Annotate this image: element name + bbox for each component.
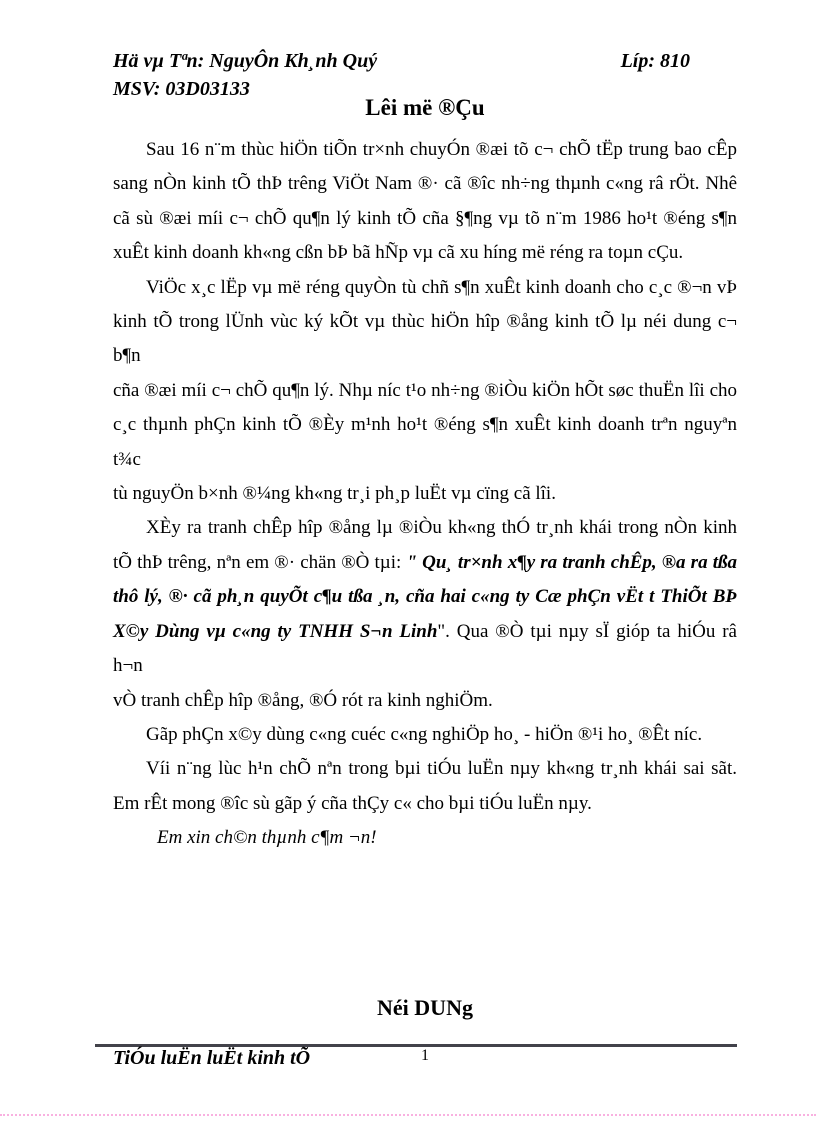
paragraph bbox=[113, 271, 737, 512]
plain-text: ". Qua ®Ò tµi nµy sÏ gióp ta hiÓu râ h¬n bbox=[113, 620, 737, 677]
body-line: sang nÒn kinh tÕ thÞ trêng ViÖt Nam ®· cã ®îc nh÷ng thµnh c«ng râ rÖt. Nhê bbox=[113, 173, 737, 195]
body-line: cña ®æi míi c¬ chÕ qu¶n lý. Nhµ níc t¹o nh÷ng ®iÒu kiÖn hÕt søc thuËn lîi cho bbox=[113, 379, 737, 401]
page-break-dots bbox=[0, 1114, 816, 1116]
student-name: Hä vµ Tªn: NguyÔn Kh¸nh Quý bbox=[113, 50, 378, 72]
body-line: cã sù ®æi míi c¬ chÕ qu¶n lý kinh tÕ cña §¶ng vµ tõ n¨m 1986 ho¹t ®éng s¶n bbox=[113, 207, 737, 229]
body-line: vÒ tranh chÊp hîp ®ång, ®Ó rót ra kinh nghiÖm. bbox=[113, 689, 493, 711]
emphasis-text: " Qu¸ tr×nh x¶y ra tranh chÊp, ®a ra tßa bbox=[406, 551, 737, 573]
body-line: XÈy ra tranh chÊp hîp ®ång lµ ®iÒu kh«ng thÓ tr¸nh khái trong nÒn kinh bbox=[146, 517, 737, 539]
body-line: xuÊt kinh doanh kh«ng cßn bÞ bã hÑp vµ cã xu híng më réng ra toµn cÇu. bbox=[113, 242, 684, 264]
body-line: Sau 16 n¨m thùc hiÖn tiÕn tr×nh chuyÓn ®æi tõ c¬ chÕ tËp trung bao cÊp bbox=[146, 139, 737, 160]
class-label: Líp: 810 bbox=[620, 50, 690, 72]
body-line: ViÖc x¸c lËp vµ më réng quyÒn tù chñ s¶n xuÊt kinh doanh cho c¸c ®¬n vÞ bbox=[146, 276, 737, 298]
plain-text: tÕ thÞ trêng, nªn em ®· chän ®Ò tµi: bbox=[113, 551, 407, 573]
body-line: Em rÊt mong ®îc sù gãp ý cña thÇy c« cho bµi tiÓu luËn nµy. bbox=[113, 792, 592, 814]
paragraph bbox=[113, 821, 737, 855]
body-line: kinh tÕ trong lÜnh vùc ký kÕt vµ thùc hiÖn hîp ®ång kinh tÕ lµ néi dung c¬ b¶n bbox=[113, 311, 737, 367]
body-line: Em xin ch©n thµnh c¶m ¬n! bbox=[157, 827, 377, 849]
emphasis-text: thô lý, ®· cã ph¸n quyÕt c¶u tßa ¸n, cña hai c«ng ty Cæ phÇn vËt t ThiÕt BÞ bbox=[113, 586, 737, 608]
document-body bbox=[113, 133, 737, 856]
student-id: MSV: 03D03133 bbox=[113, 78, 250, 100]
body-line: Víi n¨ng lùc h¹n chÕ nªn trong bµi tiÓu luËn nµy kh«ng tr¸nh khái sai sãt. bbox=[146, 758, 737, 780]
body-line: tù nguyÖn b×nh ®¼ng kh«ng tr¸i ph¸p luËt vµ cïng cã lîi. bbox=[113, 483, 556, 505]
paragraph bbox=[113, 752, 737, 821]
footer-doc-title: TiÓu luËn luËt kinh tÕ bbox=[113, 1047, 311, 1069]
paragraph bbox=[113, 511, 737, 717]
section-heading: Néi DUNg bbox=[377, 995, 473, 1020]
body-line: Gãp phÇn x©y dùng c«ng cuéc c«ng nghiÖp ho¸ - hiÖn ®¹i ho¸ ®Êt níc. bbox=[146, 723, 703, 745]
page-number: 1 bbox=[421, 1047, 429, 1064]
emphasis-text: X©y Dùng vµ c«ng ty TNHH S¬n Linh bbox=[113, 620, 438, 642]
page-title: Lêi më ®Çu bbox=[365, 95, 485, 120]
paragraph bbox=[113, 133, 737, 271]
body-line bbox=[113, 546, 737, 580]
paragraph bbox=[113, 718, 737, 752]
body-line: c¸c thµnh phÇn kinh tÕ ®Èy m¹nh ho¹t ®éng s¶n xuÊt kinh doanh trªn nguyªn t¾c bbox=[113, 414, 737, 470]
body-line bbox=[113, 580, 737, 614]
header-row bbox=[113, 47, 737, 75]
body-line bbox=[113, 615, 737, 684]
